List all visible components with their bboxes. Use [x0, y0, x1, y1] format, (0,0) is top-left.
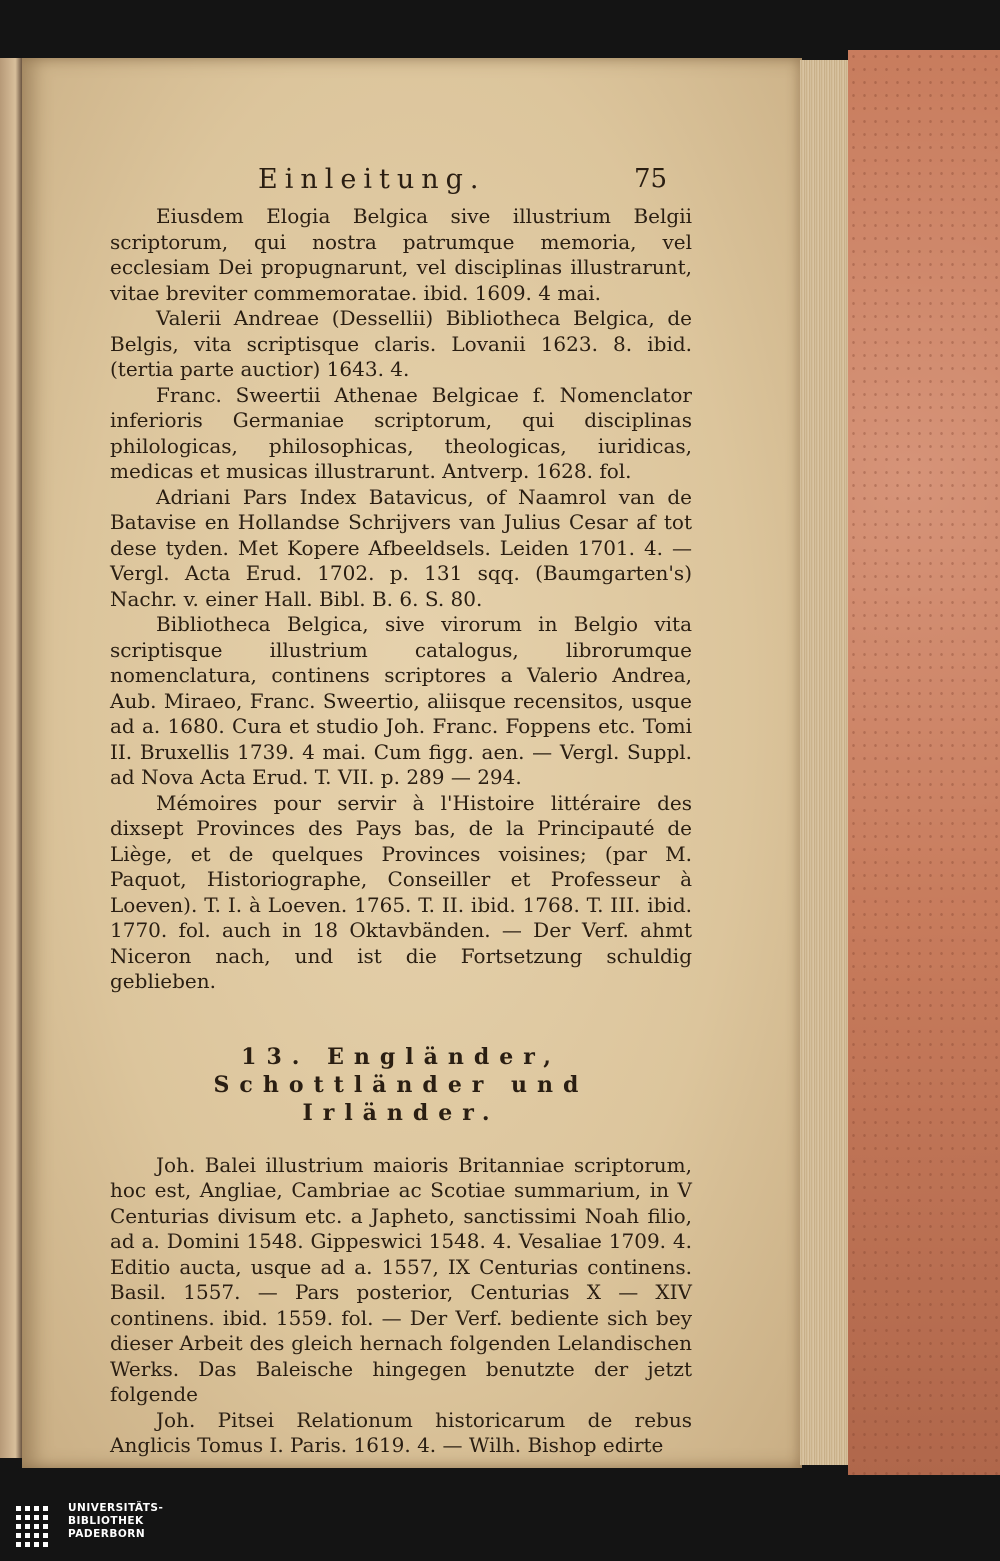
bibliography-entry: Mémoires pour servir à l'Histoire littéraire des dixsept Provinces des Pays bas, de la Principauté de Liège, et de quelques Provinces voisines; (par M. Paquot, Historiographe, Conseiller et Professeur à Loeven). T. I. à Loeven. 1765. T. II. ibid. 1768. T. III. ibid. 1770. fol. auch in 18 Oktavbänden. — Der Verf. ahmt Niceron nach, und ist die Fortsetzung schuldig geblieben.: [110, 790, 692, 993]
bibliography-entry: Joh. Pitsei Relationum historicarum de rebus Anglicis Tomus I. Paris. 1619. 4. — Wilh. Bishop edirte: [110, 1407, 692, 1457]
bibliography-entry: Bibliotheca Belgica, sive virorum in Belgio vita scriptisque illustrium catalogus, librorumque nomenclatura, continens scriptores a Valerio Andrea, Aub. Miraeo, Franc. Sweertio, aliisque recensitos, usque ad a. 1680. Cura et studio Joh. Franc. Foppens etc. Tomi II. Bruxellis 1739. 4 mai. Cum figg. aen. — Vergl. Suppl. ad Nova Acta Erud. T. VII. p. 289 — 294.: [110, 612, 692, 789]
page-number: 75: [634, 164, 668, 194]
library-logo-icon: [12, 1500, 62, 1554]
bibliography-entry: Franc. Sweertii Athenae Belgicae f. Nomenclator inferioris Germaniae scriptorum, qui disciplinas philologicas, philosophicas, theologicas, iuridicas, medicas et musicas illustrarunt. Antverp. 1628. fol.: [110, 382, 692, 483]
library-logo: [12, 1500, 212, 1554]
section-heading: 13. Engländer, Schottländer und Irländer.: [213, 1043, 589, 1126]
body-text: [110, 204, 692, 1459]
logo-line: UNIVERSITÄTS-: [68, 1502, 164, 1514]
facing-page-edge: [0, 58, 22, 1458]
bibliography-entry: Adriani Pars Index Batavicus, of Naamrol van de Batavise en Hollandse Schrijvers van Julius Cesar af tot dese tyden. Met Kopere Afbeeldsels. Leiden 1701. 4. — Vergl. Acta Erud. 1702. p. 131 sqq. (Baumgarten's) Nachr. v. einer Hall. Bibl. B. 6. S. 80.: [110, 484, 692, 611]
bibliography-entry: Eiusdem Elogia Belgica sive illustrium Belgii scriptorum, qui nostra patrumque memoria, vel ecclesiam Dei propugnarunt, vel disciplinas illustrarunt, vitae breviter commemoratae. ibid. 1609. 4 mai.: [110, 204, 692, 305]
page-header: [22, 160, 802, 200]
logo-line: BIBLIOTHEK: [68, 1515, 144, 1527]
running-head: Einleitung.: [258, 164, 486, 195]
book-cover: [848, 50, 1000, 1475]
logo-line: PADERBORN: [68, 1528, 146, 1540]
bibliography-entry: Valerii Andreae (Dessellii) Bibliotheca Belgica, de Belgis, vita scriptisque claris. Lovanii 1623. 8. ibid. (tertia parte auctior) 1643. 4.: [110, 306, 692, 381]
bibliography-entry: Joh. Balei illustrium maioris Britanniae scriptorum, hoc est, Angliae, Cambriae ac Scotiae summarium, in V Centurias divisum etc. a Japheto, sanctissimi Noah filio, ad a. Domini 1548. Gippeswici 1548. 4. Vesaliae 1709. 4. Editio aucta, usque ad a. 1557, IX Centurias continens. Basil. 1557. — Pars posterior, Centurias X — XIV continens. ibid. 1559. fol. — Der Verf. bediente sich bey dieser Arbeit des gleich hernach folgenden Lelandischen Werks. Das Baleische hingegen benutzte der jetzt folgende: [110, 1152, 692, 1406]
page-block-edge: [800, 60, 848, 1465]
